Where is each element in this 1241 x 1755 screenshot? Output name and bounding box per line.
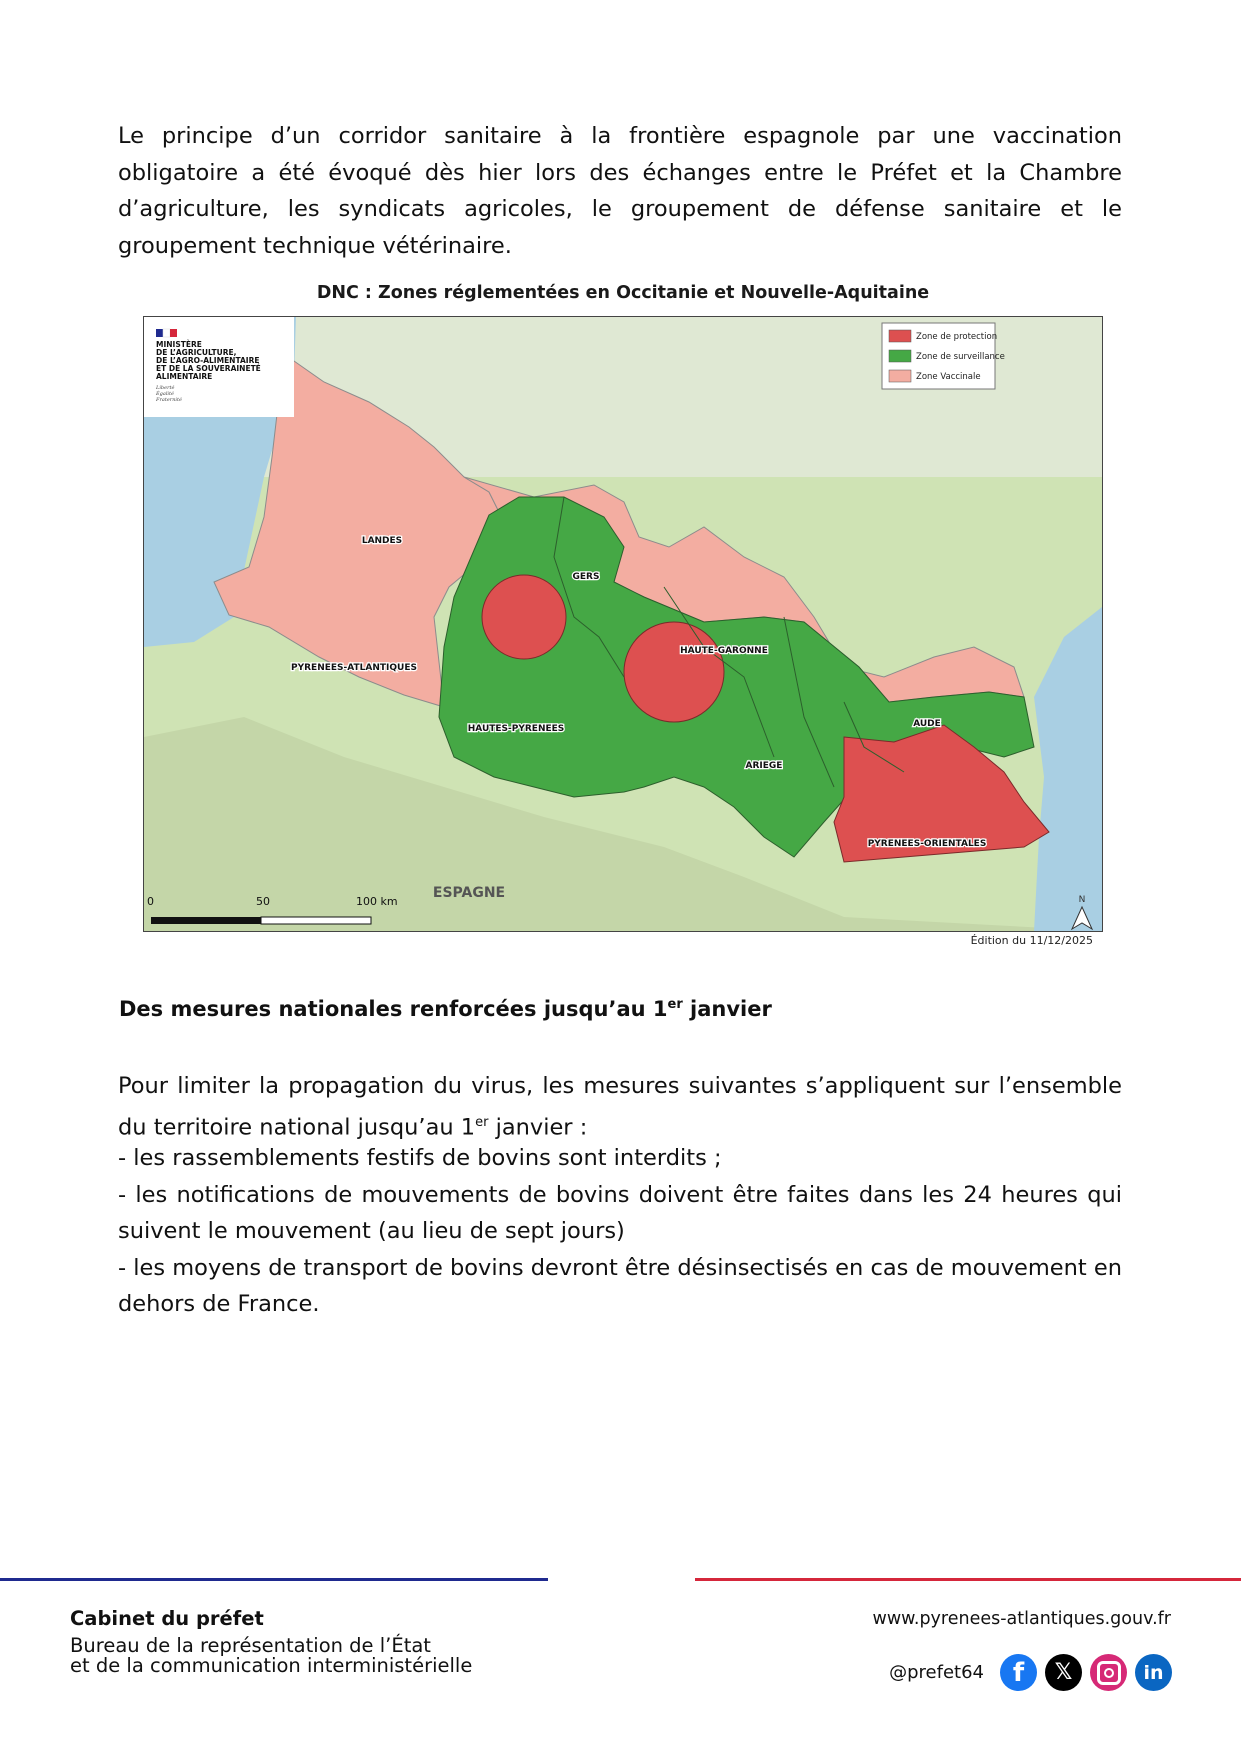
legend-swatch-surveillance — [889, 350, 911, 362]
label-espagne: ESPAGNE — [432, 885, 506, 901]
ministry-line-1: MINISTÈRE — [156, 340, 202, 349]
scale-zero: 0 — [147, 895, 154, 908]
scale-end: 100 km — [356, 895, 398, 908]
label-haute-garonne: HAUTE-GARONNE — [680, 646, 768, 656]
legend-label-protection: Zone de protection — [916, 332, 998, 342]
measure-item: - les notifications de mouvements de bovins doivent être faites dans les 24 heures qui suivent le mouvement (au lieu de sept jours) — [118, 1181, 1122, 1244]
label-pyrenees-atlantiques: PYRENEES-ATLANTIQUES — [291, 663, 417, 673]
social-handle: @prefet64 — [889, 1662, 984, 1683]
scale-mid: 50 — [256, 895, 270, 908]
measure-item: - les moyens de transport de bovins devront être désinsectisés en cas de mouvement en dehors de France. — [118, 1254, 1122, 1317]
motto-1: Liberté — [156, 385, 175, 391]
label-ariege: ARIEGE — [745, 761, 783, 771]
x-icon[interactable]: 𝕏 — [1045, 1654, 1082, 1691]
legend-label-surveillance: Zone de surveillance — [916, 352, 1005, 362]
instagram-icon[interactable] — [1090, 1654, 1127, 1691]
flag-white — [163, 329, 170, 337]
label-landes: LANDES — [361, 536, 403, 546]
label-hautes-pyrenees: HAUTES-PYRENEES — [467, 724, 565, 734]
legend-swatch-protection — [889, 330, 911, 342]
linkedin-icon[interactable]: in — [1135, 1654, 1172, 1691]
flag-red — [170, 329, 177, 337]
zones-map — [143, 316, 1103, 932]
ministry-line-3: DE L’AGRO-ALIMENTAIRE — [156, 356, 260, 365]
protection-zone-hautes-pyrenees — [482, 575, 566, 659]
ministry-line-2: DE L’AGRICULTURE, — [156, 348, 237, 357]
footer-social — [889, 1654, 1172, 1691]
map-title: DNC : Zones réglementées en Occitanie et Nouvelle-Aquitaine — [316, 283, 930, 303]
label-aude: AUDE — [913, 719, 941, 729]
footer-line-2: et de la communication interministérielle — [70, 1654, 473, 1677]
flag-blue — [156, 329, 163, 337]
footer-rule-red — [695, 1578, 1241, 1581]
footer-contact — [70, 1607, 472, 1676]
label-pyrenees-orientales: PYRENEES-ORIENTALES — [867, 839, 987, 849]
map-edition-date: Édition du 11/12/2025 — [970, 934, 1093, 947]
protection-zone-ariege — [624, 622, 724, 722]
intro-paragraph: Le principe d’un corridor sanitaire à la frontière espagnole par une vaccination obligatoire a été évoqué dès hier lors des échanges entre le Préfet et la Chambre d’agriculture, les syndicats agricoles, le groupement de défense sanitaire et le groupement technique vétérinaire. — [118, 123, 1122, 259]
scale-bar — [151, 917, 371, 924]
north-label: N — [1078, 895, 1086, 905]
section-heading: Des mesures nationales renforcées jusqu’au 1er janvier — [119, 997, 772, 1021]
legend-label-vaccinale: Zone Vaccinale — [916, 372, 981, 382]
footer-rule-blue — [0, 1578, 548, 1581]
footer-line-1: Bureau de la représentation de l’État — [70, 1634, 431, 1657]
measures-list — [118, 1140, 1122, 1323]
motto-2: Égalité — [156, 391, 174, 397]
footer-website-link[interactable]: www.pyrenees-atlantiques.gouv.fr — [872, 1609, 1171, 1629]
ministry-line-5: ALIMENTAIRE — [156, 372, 213, 381]
measures-intro: Pour limiter la propagation du virus, les mesures suivantes s’appliquent sur l’ensemble du territoire national jusqu’au 1er janvier : — [118, 1073, 1122, 1140]
label-gers: GERS — [572, 572, 600, 582]
motto-3: Fraternité — [156, 397, 182, 403]
ministry-line-4: ET DE LA SOUVERAINETÉ — [156, 364, 261, 373]
legend-swatch-vaccinale — [889, 370, 911, 382]
footer-title: Cabinet du préfet — [70, 1607, 264, 1630]
facebook-icon[interactable]: f — [1000, 1654, 1037, 1691]
measure-item: - les rassemblements festifs de bovins sont interdits ; — [118, 1145, 722, 1171]
